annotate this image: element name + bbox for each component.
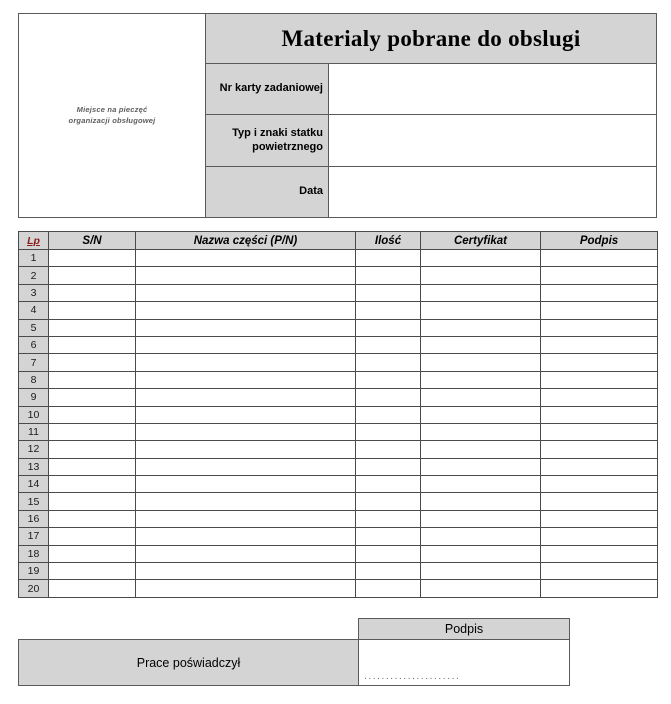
cell-name[interactable] bbox=[136, 389, 356, 406]
cell-sig[interactable] bbox=[541, 493, 658, 510]
table-row bbox=[19, 354, 658, 371]
cell-cert[interactable] bbox=[421, 406, 541, 423]
table-row bbox=[19, 302, 658, 319]
cell-sn[interactable] bbox=[49, 354, 136, 371]
cell-sn[interactable] bbox=[49, 284, 136, 301]
table-row bbox=[19, 371, 658, 388]
cell-sig[interactable] bbox=[541, 267, 658, 284]
cell-sig[interactable] bbox=[541, 580, 658, 597]
field-row-task-card-number bbox=[206, 64, 656, 115]
column-header-certificate: Certyfikat bbox=[421, 232, 541, 250]
table-row bbox=[19, 510, 658, 527]
cell-sig[interactable] bbox=[541, 302, 658, 319]
cell-cert[interactable] bbox=[421, 545, 541, 562]
cell-qty[interactable] bbox=[356, 336, 421, 353]
cell-sn[interactable] bbox=[49, 302, 136, 319]
cell-sig[interactable] bbox=[541, 458, 658, 475]
row-number-cell: 17 bbox=[19, 528, 49, 545]
cell-cert[interactable] bbox=[421, 319, 541, 336]
field-row-date bbox=[206, 167, 656, 217]
cell-name[interactable] bbox=[136, 406, 356, 423]
cell-qty[interactable] bbox=[356, 284, 421, 301]
table-row bbox=[19, 441, 658, 458]
page-title: Materialy pobrane do obslugi bbox=[281, 25, 581, 51]
signature-dotted-line: ...................... bbox=[364, 671, 461, 682]
cell-qty[interactable] bbox=[356, 493, 421, 510]
cell-sig[interactable] bbox=[541, 563, 658, 580]
field-value-date[interactable] bbox=[329, 167, 656, 217]
cell-sn[interactable] bbox=[49, 510, 136, 527]
cell-sn[interactable] bbox=[49, 580, 136, 597]
cell-sn[interactable] bbox=[49, 336, 136, 353]
cell-name[interactable] bbox=[136, 493, 356, 510]
row-number-cell: 13 bbox=[19, 458, 49, 475]
cell-cert[interactable] bbox=[421, 580, 541, 597]
table-row bbox=[19, 319, 658, 336]
cell-name[interactable] bbox=[136, 458, 356, 475]
field-label-date: Data bbox=[206, 167, 329, 217]
cell-sn[interactable] bbox=[49, 493, 136, 510]
footer-signature-header bbox=[358, 618, 570, 640]
cell-name[interactable] bbox=[136, 250, 356, 267]
row-number-cell: 19 bbox=[19, 563, 49, 580]
cell-cert[interactable] bbox=[421, 510, 541, 527]
footer-signature-field[interactable] bbox=[358, 639, 570, 686]
column-header-lp: Lp bbox=[19, 232, 49, 250]
column-header-serial-number: S/N bbox=[49, 232, 136, 250]
cell-name[interactable] bbox=[136, 528, 356, 545]
document-title-cell bbox=[206, 14, 656, 64]
cell-sig[interactable] bbox=[541, 284, 658, 301]
cell-sig[interactable] bbox=[541, 354, 658, 371]
cell-name[interactable] bbox=[136, 284, 356, 301]
cell-cert[interactable] bbox=[421, 476, 541, 493]
row-number-cell: 1 bbox=[19, 250, 49, 267]
cell-sn[interactable] bbox=[49, 319, 136, 336]
cell-name[interactable] bbox=[136, 563, 356, 580]
table-row bbox=[19, 423, 658, 440]
cell-cert[interactable] bbox=[421, 493, 541, 510]
row-number-cell: 2 bbox=[19, 267, 49, 284]
cell-sig[interactable] bbox=[541, 441, 658, 458]
cell-qty[interactable] bbox=[356, 528, 421, 545]
cell-sig[interactable] bbox=[541, 476, 658, 493]
row-number-cell: 5 bbox=[19, 319, 49, 336]
cell-name[interactable] bbox=[136, 336, 356, 353]
cell-qty[interactable] bbox=[356, 371, 421, 388]
cell-name[interactable] bbox=[136, 371, 356, 388]
row-number-cell: 3 bbox=[19, 284, 49, 301]
cell-cert[interactable] bbox=[421, 458, 541, 475]
cell-cert[interactable] bbox=[421, 284, 541, 301]
work-certified-by-label: Prace poświadczył bbox=[136, 655, 241, 670]
table-row bbox=[19, 336, 658, 353]
table-row bbox=[19, 580, 658, 597]
cell-sn[interactable] bbox=[49, 250, 136, 267]
cell-qty[interactable] bbox=[356, 319, 421, 336]
cell-cert[interactable] bbox=[421, 528, 541, 545]
cell-qty[interactable] bbox=[356, 423, 421, 440]
cell-qty[interactable] bbox=[356, 354, 421, 371]
cell-sn[interactable] bbox=[49, 441, 136, 458]
table-row bbox=[19, 406, 658, 423]
cell-name[interactable] bbox=[136, 302, 356, 319]
cell-sig[interactable] bbox=[541, 406, 658, 423]
table-row bbox=[19, 476, 658, 493]
table-row bbox=[19, 563, 658, 580]
stamp-placeholder-cell bbox=[19, 14, 206, 217]
cell-sig[interactable] bbox=[541, 250, 658, 267]
parts-table-head bbox=[19, 232, 658, 250]
footer-signature-header-label: Podpis bbox=[444, 622, 484, 636]
field-value-aircraft-type[interactable] bbox=[329, 115, 656, 166]
cell-sn[interactable] bbox=[49, 389, 136, 406]
cell-qty[interactable] bbox=[356, 441, 421, 458]
cell-qty[interactable] bbox=[356, 267, 421, 284]
cell-cert[interactable] bbox=[421, 354, 541, 371]
cell-qty[interactable] bbox=[356, 476, 421, 493]
table-row bbox=[19, 545, 658, 562]
table-row bbox=[19, 528, 658, 545]
cell-name[interactable] bbox=[136, 354, 356, 371]
cell-qty[interactable] bbox=[356, 545, 421, 562]
cell-qty[interactable] bbox=[356, 580, 421, 597]
column-header-quantity: Ilość bbox=[356, 232, 421, 250]
cell-qty[interactable] bbox=[356, 510, 421, 527]
cell-cert[interactable] bbox=[421, 389, 541, 406]
cell-sn[interactable] bbox=[49, 563, 136, 580]
cell-name[interactable] bbox=[136, 580, 356, 597]
cell-name[interactable] bbox=[136, 267, 356, 284]
field-label-task-card-number: Nr karty zadaniowej bbox=[206, 64, 329, 114]
cell-sn[interactable] bbox=[49, 545, 136, 562]
row-number-cell: 15 bbox=[19, 493, 49, 510]
cell-sn[interactable] bbox=[49, 528, 136, 545]
row-number-cell: 11 bbox=[19, 423, 49, 440]
table-row bbox=[19, 458, 658, 475]
field-value-task-card-number[interactable] bbox=[329, 64, 656, 114]
row-number-cell: 16 bbox=[19, 510, 49, 527]
cell-sig[interactable] bbox=[541, 336, 658, 353]
row-number-cell: 6 bbox=[19, 336, 49, 353]
cell-cert[interactable] bbox=[421, 250, 541, 267]
cell-sig[interactable] bbox=[541, 528, 658, 545]
cell-cert[interactable] bbox=[421, 336, 541, 353]
cell-sig[interactable] bbox=[541, 545, 658, 562]
cell-sig[interactable] bbox=[541, 510, 658, 527]
header-fields-column bbox=[206, 14, 656, 217]
column-header-part-name: Nazwa części (P/N) bbox=[136, 232, 356, 250]
cell-sn[interactable] bbox=[49, 458, 136, 475]
parts-table-body bbox=[19, 250, 658, 598]
row-number-cell: 20 bbox=[19, 580, 49, 597]
cell-qty[interactable] bbox=[356, 250, 421, 267]
column-header-signature: Podpis bbox=[541, 232, 658, 250]
cell-qty[interactable] bbox=[356, 302, 421, 319]
field-row-aircraft-type bbox=[206, 115, 656, 167]
row-number-cell: 7 bbox=[19, 354, 49, 371]
cell-cert[interactable] bbox=[421, 423, 541, 440]
cell-sig[interactable] bbox=[541, 319, 658, 336]
cell-name[interactable] bbox=[136, 510, 356, 527]
cell-sn[interactable] bbox=[49, 423, 136, 440]
table-row bbox=[19, 284, 658, 301]
cell-cert[interactable] bbox=[421, 441, 541, 458]
cell-cert[interactable] bbox=[421, 267, 541, 284]
row-number-cell: 8 bbox=[19, 371, 49, 388]
parts-table bbox=[18, 231, 658, 598]
cell-qty[interactable] bbox=[356, 458, 421, 475]
cell-sig[interactable] bbox=[541, 389, 658, 406]
cell-cert[interactable] bbox=[421, 302, 541, 319]
cell-qty[interactable] bbox=[356, 389, 421, 406]
cell-name[interactable] bbox=[136, 319, 356, 336]
row-number-cell: 9 bbox=[19, 389, 49, 406]
row-number-cell: 10 bbox=[19, 406, 49, 423]
work-certified-by-cell bbox=[18, 639, 359, 686]
cell-qty[interactable] bbox=[356, 406, 421, 423]
cell-name[interactable] bbox=[136, 476, 356, 493]
certification-footer-block bbox=[18, 618, 570, 686]
cell-sn[interactable] bbox=[49, 406, 136, 423]
cell-cert[interactable] bbox=[421, 563, 541, 580]
row-number-cell: 14 bbox=[19, 476, 49, 493]
table-row bbox=[19, 493, 658, 510]
row-number-cell: 12 bbox=[19, 441, 49, 458]
cell-sig[interactable] bbox=[541, 423, 658, 440]
cell-sn[interactable] bbox=[49, 267, 136, 284]
stamp-placeholder-label: Miejsce na pieczęć organizacji obsługowej bbox=[68, 104, 156, 125]
row-number-cell: 18 bbox=[19, 545, 49, 562]
table-row bbox=[19, 267, 658, 284]
table-row bbox=[19, 389, 658, 406]
cell-sig[interactable] bbox=[541, 371, 658, 388]
table-row bbox=[19, 250, 658, 267]
cell-name[interactable] bbox=[136, 423, 356, 440]
document-header-block bbox=[18, 13, 657, 218]
row-number-cell: 4 bbox=[19, 302, 49, 319]
cell-name[interactable] bbox=[136, 545, 356, 562]
cell-qty[interactable] bbox=[356, 563, 421, 580]
cell-sn[interactable] bbox=[49, 371, 136, 388]
parts-table-header-row bbox=[19, 232, 658, 250]
cell-name[interactable] bbox=[136, 441, 356, 458]
cell-sn[interactable] bbox=[49, 476, 136, 493]
field-label-aircraft-type: Typ i znaki statku powietrznego bbox=[206, 115, 329, 166]
cell-cert[interactable] bbox=[421, 371, 541, 388]
